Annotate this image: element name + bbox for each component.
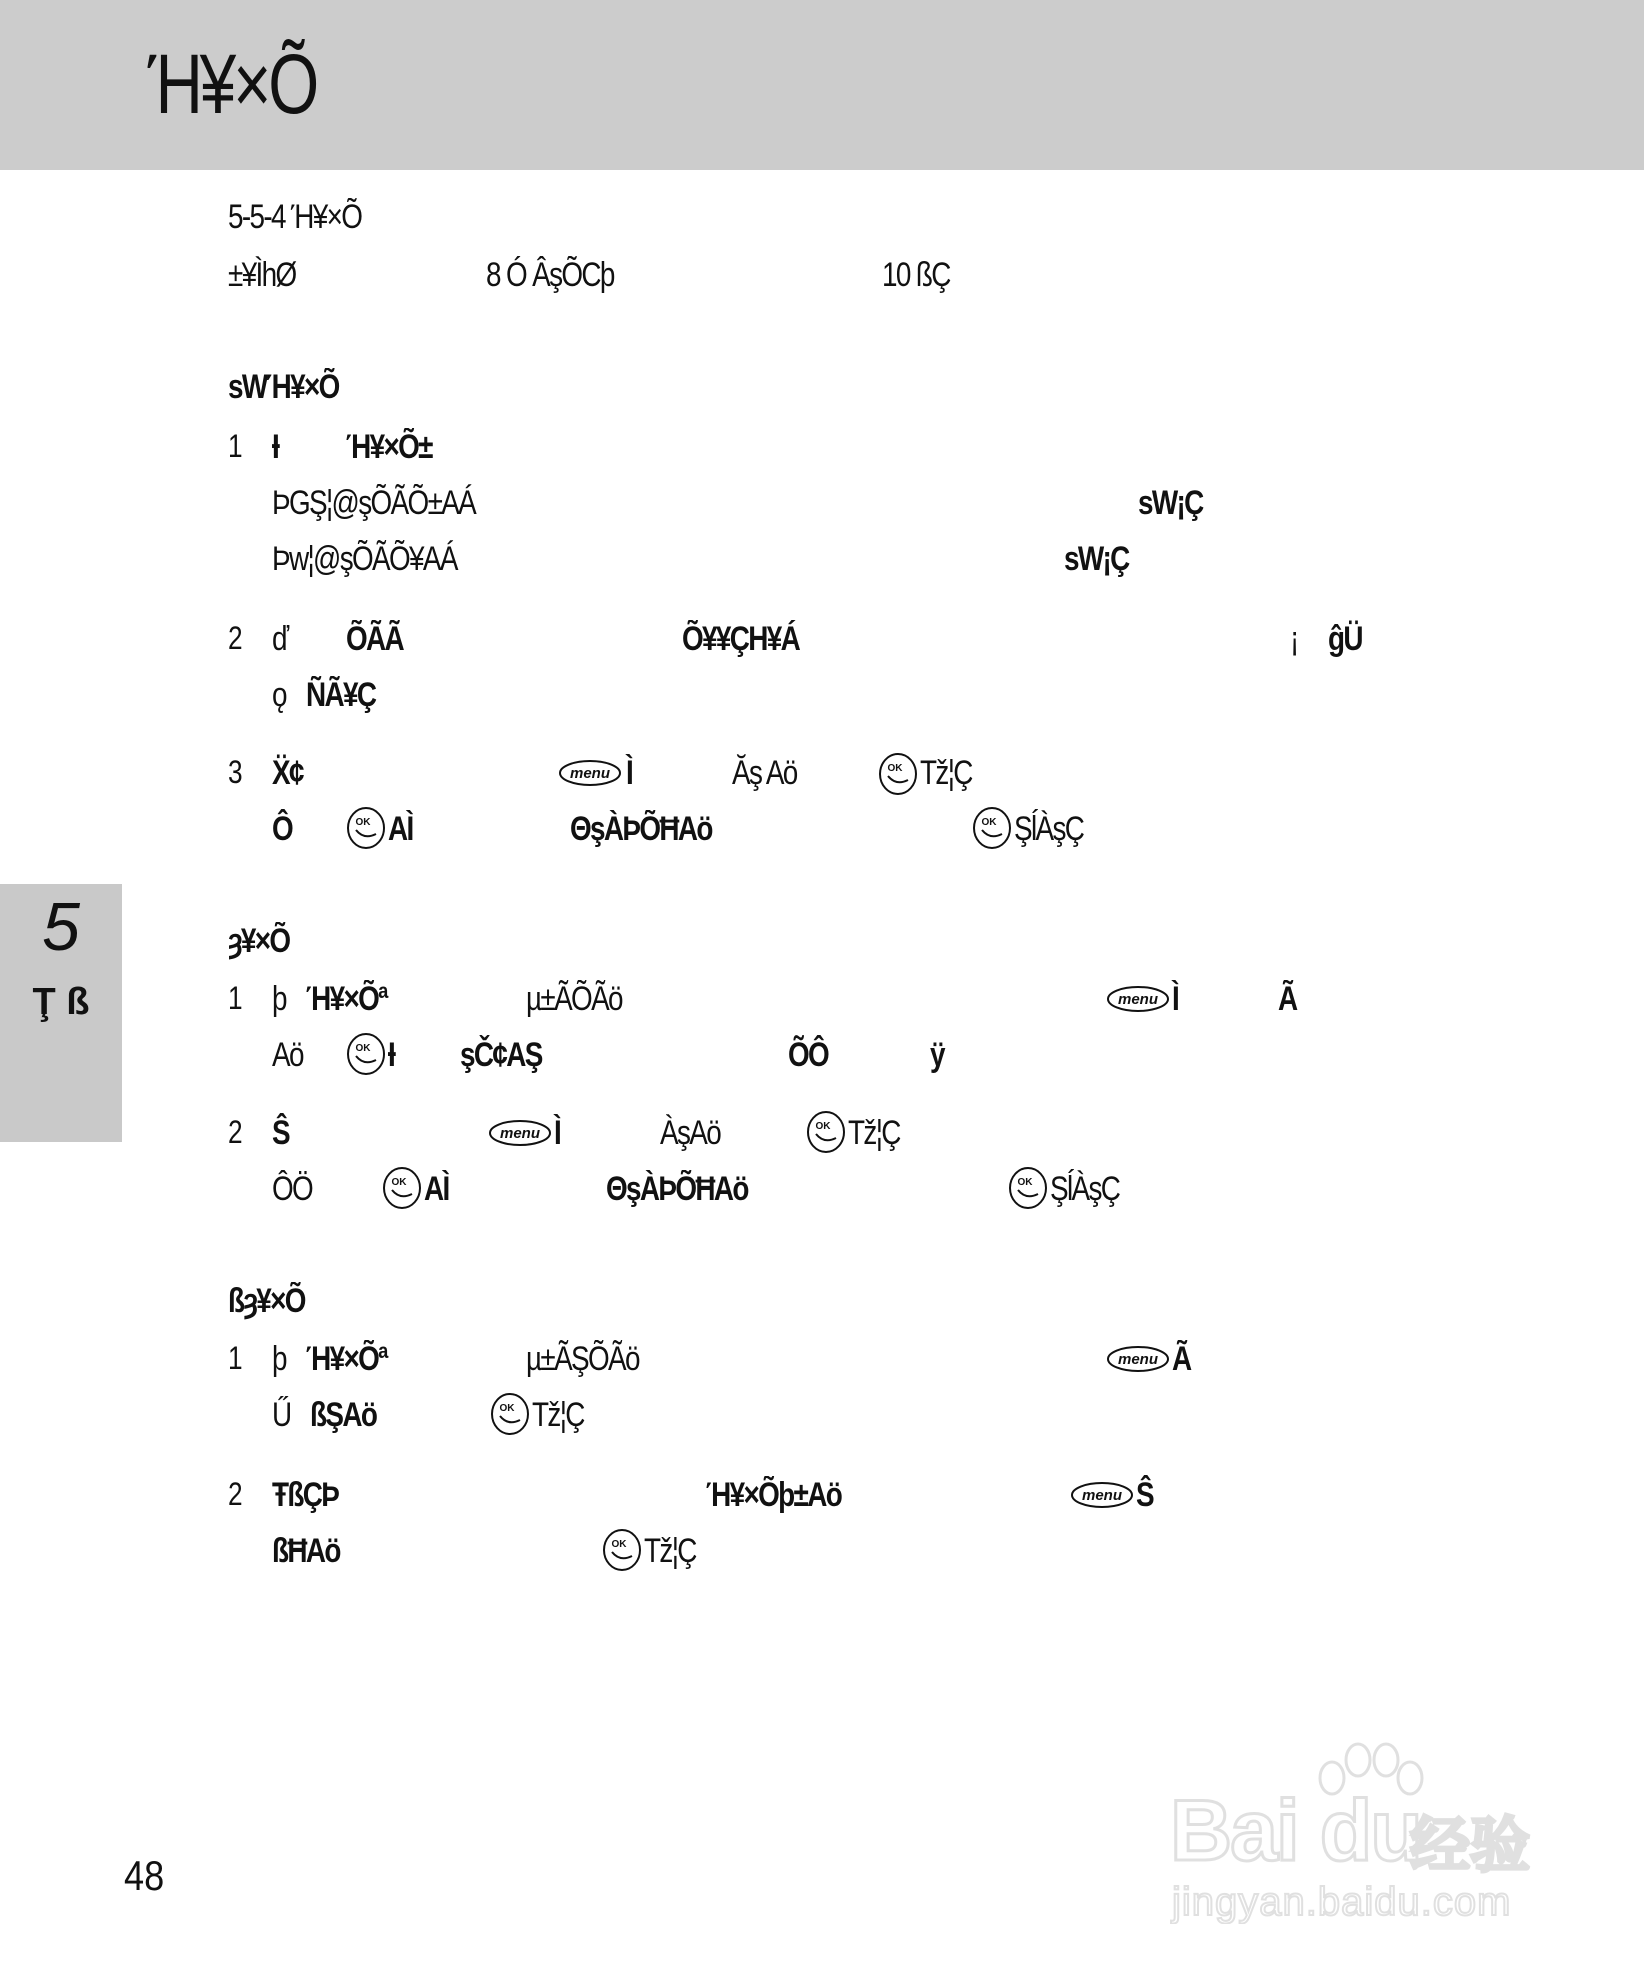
step-text: Ì xyxy=(554,1114,561,1152)
svg-text:OK: OK xyxy=(981,817,997,828)
step-text: Tž¦Ç xyxy=(848,1114,900,1152)
step-text: Ì xyxy=(626,754,633,792)
svg-text:OK: OK xyxy=(815,1121,831,1132)
step-text: ÕÔ xyxy=(788,1036,829,1074)
ok-key-icon xyxy=(490,1392,530,1436)
step-text: Ã xyxy=(1172,1340,1191,1378)
step-text: Ăş Aö xyxy=(732,754,797,792)
step-text: AÌ xyxy=(388,810,413,848)
watermark-url: jingyan.baidu.com xyxy=(1172,1880,1512,1924)
step-text: ÀşAö xyxy=(660,1114,721,1152)
step-text: ď xyxy=(272,620,288,658)
step-text: ÞGŞ¦@şÕÃÕ±AÁ xyxy=(272,484,476,522)
menu-key-icon xyxy=(1106,1344,1170,1374)
step-number: 1 xyxy=(228,980,243,1016)
step-text: Ã xyxy=(1278,980,1297,1018)
ok-key-icon xyxy=(382,1166,422,1210)
step-text: Ŝ xyxy=(1136,1476,1153,1514)
step-text: ŞĺÀşÇ xyxy=(1014,810,1084,848)
chapter-number: 5 xyxy=(42,889,80,965)
step-text: sW¡Ç xyxy=(1138,484,1203,522)
section-heading: sWΉ¥×Õ xyxy=(228,368,339,406)
step-text: Ɨ xyxy=(272,428,279,466)
ok-key-icon xyxy=(972,806,1012,850)
chapter-label: Ţ ß xyxy=(32,981,90,1023)
watermark-brand: Bai du xyxy=(1170,1783,1421,1879)
step-text: Þw¦@şÕÃÕ¥AÁ xyxy=(272,540,457,578)
header-band xyxy=(0,0,1644,170)
ok-key-icon xyxy=(346,1032,386,1076)
menu-key-icon xyxy=(1070,1480,1134,1510)
svg-text:menu: menu xyxy=(1117,991,1159,1008)
step-number: 1 xyxy=(228,428,243,464)
step-text: ÕÃÃ xyxy=(346,620,404,658)
step-text: ΘşÀÞÕĦAö xyxy=(606,1170,748,1208)
step-text: ŞĺÀşÇ xyxy=(1050,1170,1120,1208)
ok-key-icon xyxy=(1008,1166,1048,1210)
step-text: Ή¥×Õª xyxy=(306,1340,387,1378)
step-text: ÿ xyxy=(930,1036,944,1074)
step-text: Ì xyxy=(1172,980,1179,1018)
menu-key-icon xyxy=(558,758,622,788)
svg-text:OK: OK xyxy=(355,1043,371,1054)
section-heading: ȝ¥×Õ xyxy=(228,922,290,960)
step-text: ĝÜ xyxy=(1328,620,1362,658)
svg-text:menu: menu xyxy=(1117,1351,1159,1368)
step-number: 2 xyxy=(228,1114,243,1150)
step-text: Tž¦Ç xyxy=(532,1396,584,1434)
ok-key-icon xyxy=(878,752,918,796)
step-text: şČ¢AŞ xyxy=(460,1036,542,1074)
step-text: ΘşÀÞÕĦAö xyxy=(570,810,712,848)
step-number: 2 xyxy=(228,620,243,656)
step-text: Ɨ xyxy=(388,1036,395,1074)
step-text: ÑÃ¥Ç xyxy=(306,676,376,714)
step-text: Ű xyxy=(272,1396,291,1434)
svg-text:OK: OK xyxy=(355,817,371,828)
step-text: Tž¦Ç xyxy=(920,754,972,792)
step-text: ßĦAö xyxy=(272,1532,340,1570)
step-text: Ή¥×Õ± xyxy=(346,428,432,466)
svg-text:menu: menu xyxy=(499,1125,541,1142)
step-text: ŦßÇÞ xyxy=(272,1476,339,1514)
svg-text:menu: menu xyxy=(569,765,611,782)
step-text: µ±ÃÕÃö xyxy=(526,980,622,1018)
page-number: 48 xyxy=(124,1852,165,1899)
watermark-cn: 经验 xyxy=(1410,1812,1530,1879)
step-text: Ô xyxy=(272,810,293,848)
svg-text:OK: OK xyxy=(887,763,903,774)
step-text: Ŝ xyxy=(272,1114,289,1152)
step-number: 3 xyxy=(228,754,243,790)
section-number-title: 5-5-4 Ή¥×Õ xyxy=(228,198,362,236)
step-text: Ή¥×Õþ±Aö xyxy=(706,1476,842,1514)
chapter-tab xyxy=(0,884,122,1142)
step-text: AÌ xyxy=(424,1170,449,1208)
step-number: 1 xyxy=(228,1340,243,1376)
step-text: Tž¦Ç xyxy=(644,1532,696,1570)
step-text: ¡ xyxy=(1290,620,1298,658)
svg-text:OK: OK xyxy=(611,1539,627,1550)
intro-text-b: 8 Ó ÂşÕCþ xyxy=(486,256,614,294)
step-text: Aö xyxy=(272,1036,303,1074)
intro-text-a: ±¥ÌhØ xyxy=(228,256,296,294)
step-text: ǫ xyxy=(272,676,286,714)
intro-text-c: 10 ßÇ xyxy=(882,256,950,294)
section-heading: ßȝ¥×Õ xyxy=(228,1282,305,1320)
svg-text:OK: OK xyxy=(499,1403,515,1414)
step-text: ßŞAö xyxy=(310,1396,377,1434)
step-text: µ±ÃŞÕÃö xyxy=(526,1340,639,1378)
svg-text:OK: OK xyxy=(1017,1177,1033,1188)
step-text: sW¡Ç xyxy=(1064,540,1129,578)
menu-key-icon xyxy=(488,1118,552,1148)
svg-text:OK: OK xyxy=(391,1177,407,1188)
watermark xyxy=(1160,1738,1560,1928)
ok-key-icon xyxy=(806,1110,846,1154)
svg-text:menu: menu xyxy=(1081,1487,1123,1504)
menu-key-icon xyxy=(1106,984,1170,1014)
ok-key-icon xyxy=(346,806,386,850)
step-text: Ή¥×Õª xyxy=(306,980,387,1018)
step-number: 2 xyxy=(228,1476,243,1512)
step-text: þ xyxy=(272,980,286,1018)
step-text: ÔÖ xyxy=(272,1170,313,1208)
page-title: Ή¥×Õ xyxy=(148,37,317,131)
step-text: þ xyxy=(272,1340,286,1378)
step-text: Ẍ¢ xyxy=(272,754,303,792)
ok-key-icon xyxy=(602,1528,642,1572)
step-text: Õ¥¥ÇH¥Á xyxy=(682,620,800,658)
